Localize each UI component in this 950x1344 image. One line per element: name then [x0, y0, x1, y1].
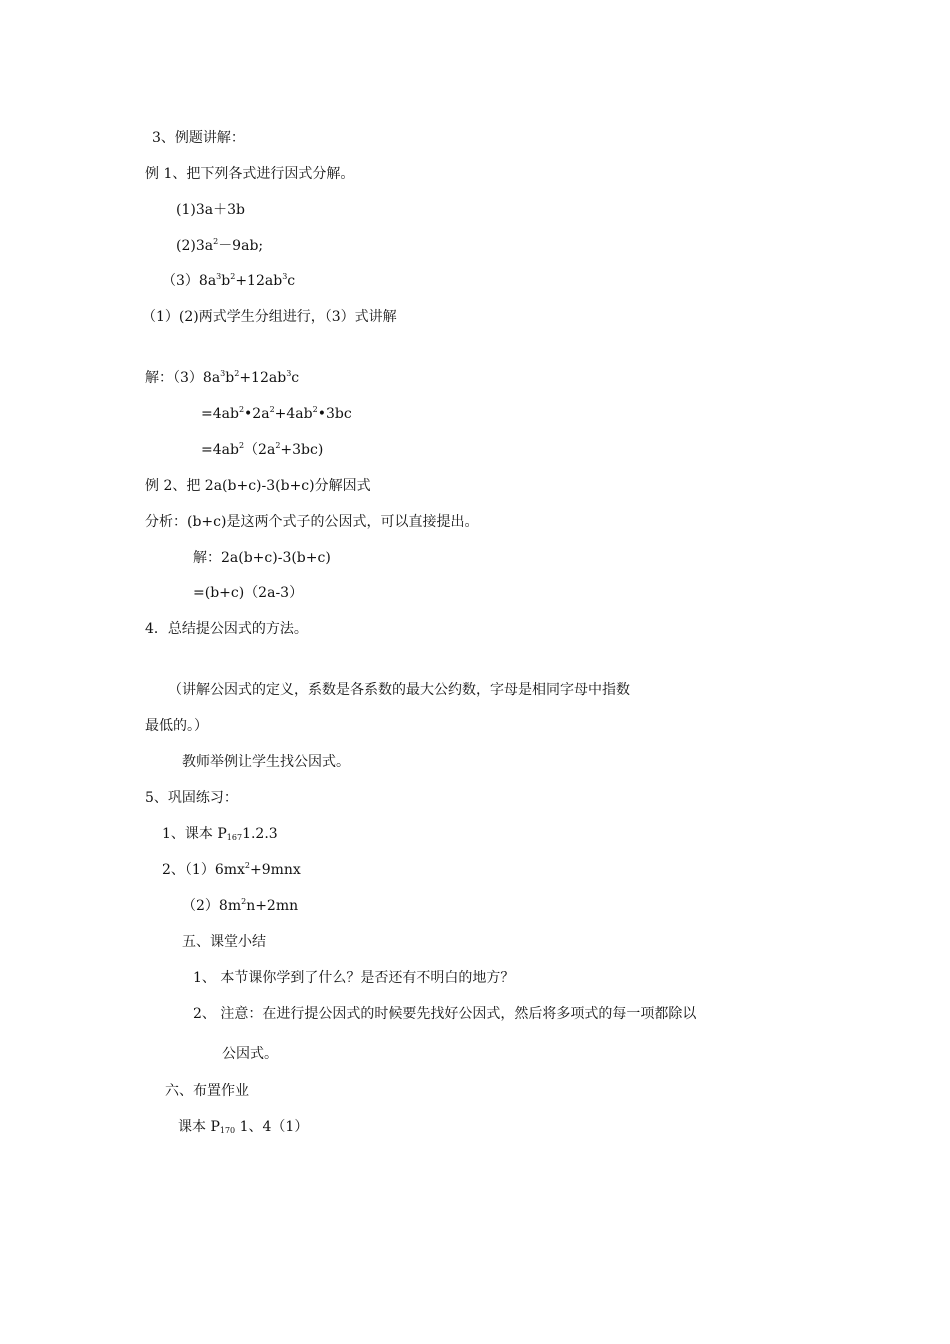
text: 分析：(b+c)是这两个式子的公因式，可以直接提出。 [145, 514, 479, 530]
text: 1.2.3 [242, 826, 278, 842]
section-example-heading [152, 128, 245, 148]
expr-2 [176, 236, 263, 256]
analysis-text [145, 512, 478, 532]
superscript: 2 [230, 272, 236, 281]
example-2-result [193, 583, 303, 603]
text: 5、巩固练习： [145, 790, 238, 806]
text: （2a [244, 442, 276, 458]
text: 2、（1）6mx [162, 862, 245, 878]
grouping-note [142, 307, 397, 327]
text: •2a [244, 406, 270, 422]
example-2-title [145, 476, 371, 496]
text: 3、例题讲解： [152, 130, 245, 146]
superscript: 3 [216, 272, 222, 281]
definition-note-line-1 [168, 680, 630, 700]
text: •3bc [317, 406, 352, 422]
superscript: 2 [213, 237, 219, 246]
superscript: 2 [244, 861, 250, 870]
text: b [225, 370, 235, 386]
text: c [291, 370, 300, 386]
text: －9ab; [218, 238, 264, 254]
text: 六、布置作业 [165, 1083, 249, 1099]
superscript: 2 [241, 897, 247, 906]
example-2-solution [193, 548, 331, 568]
text: +12ab [235, 273, 283, 289]
example-1-title [145, 164, 354, 184]
practice-item-2-1 [162, 860, 301, 880]
text: =4ab [201, 406, 239, 422]
superscript: 3 [220, 369, 226, 378]
text: (1)3a＋3b [176, 202, 245, 218]
teacher-example-note [182, 752, 350, 772]
text: c [287, 273, 296, 289]
definition-note-line-2 [145, 716, 208, 736]
text: 例 1、把下列各式进行因式分解。 [145, 166, 355, 182]
solution-start [145, 368, 299, 388]
summary-item-2 [193, 1004, 696, 1024]
text: b [221, 273, 231, 289]
text: 1、 本节课你学到了什么？是否还有不明白的地方？ [193, 970, 515, 986]
summary-method-heading [145, 619, 308, 639]
text: +12ab [239, 370, 287, 386]
text: 1、4（1） [235, 1119, 309, 1135]
text: 公因式。 [222, 1046, 278, 1062]
text: +3bc) [280, 442, 324, 458]
text: （讲解公因式的定义，系数是各系数的最大公约数，字母是相同字母中指数 [168, 682, 630, 698]
solution-step-2 [201, 440, 323, 460]
text: =4ab [201, 442, 239, 458]
superscript: 2 [234, 369, 240, 378]
text: 例 2、把 2a(b+c)-3(b+c)分解因式 [145, 478, 371, 494]
text: =(b+c)（2a-3） [193, 585, 304, 601]
practice-item-1 [162, 824, 278, 844]
expr-1 [176, 200, 245, 220]
superscript: 2 [269, 405, 275, 414]
text: 解：2a(b+c)-3(b+c) [193, 550, 331, 566]
homework-item [178, 1117, 308, 1137]
text: 教师举例让学生找公因式。 [182, 754, 350, 770]
homework-heading [165, 1081, 249, 1101]
text: n+2mn [246, 898, 299, 914]
text: （2）8m [182, 898, 242, 914]
practice-heading [145, 788, 238, 808]
solution-step-1 [201, 404, 352, 424]
lesson-summary-heading [182, 932, 266, 952]
expr-3 [162, 271, 295, 291]
superscript: 2 [238, 405, 245, 414]
superscript: 3 [286, 369, 292, 378]
summary-item-2-continued [222, 1044, 278, 1064]
superscript: 2 [275, 441, 281, 450]
text: 4．总结提公因式的方法。 [145, 621, 308, 637]
text: 1、课本 P [162, 826, 227, 842]
text: (2)3a [176, 238, 214, 254]
superscript: 2 [312, 405, 318, 414]
superscript: 2 [238, 441, 245, 450]
summary-item-1 [193, 968, 514, 988]
text: 2、 注意：在进行提公因式的时候要先找好公因式，然后将多项式的每一项都除以 [193, 1006, 697, 1022]
text: 五、课堂小结 [182, 934, 266, 950]
text: （1）(2)两式学生分组进行，（3）式讲解 [142, 309, 397, 325]
text: 课本 P [178, 1119, 220, 1135]
text: 最低的。） [145, 718, 208, 734]
text: （3）8a [162, 273, 217, 289]
subscript: 170 [219, 1126, 236, 1135]
practice-item-2-2 [182, 896, 298, 916]
subscript: 167 [226, 833, 243, 842]
superscript: 3 [282, 272, 288, 281]
text: +9mnx [250, 862, 301, 878]
text: 解：（3）8a [145, 370, 221, 386]
text: +4ab [274, 406, 313, 422]
